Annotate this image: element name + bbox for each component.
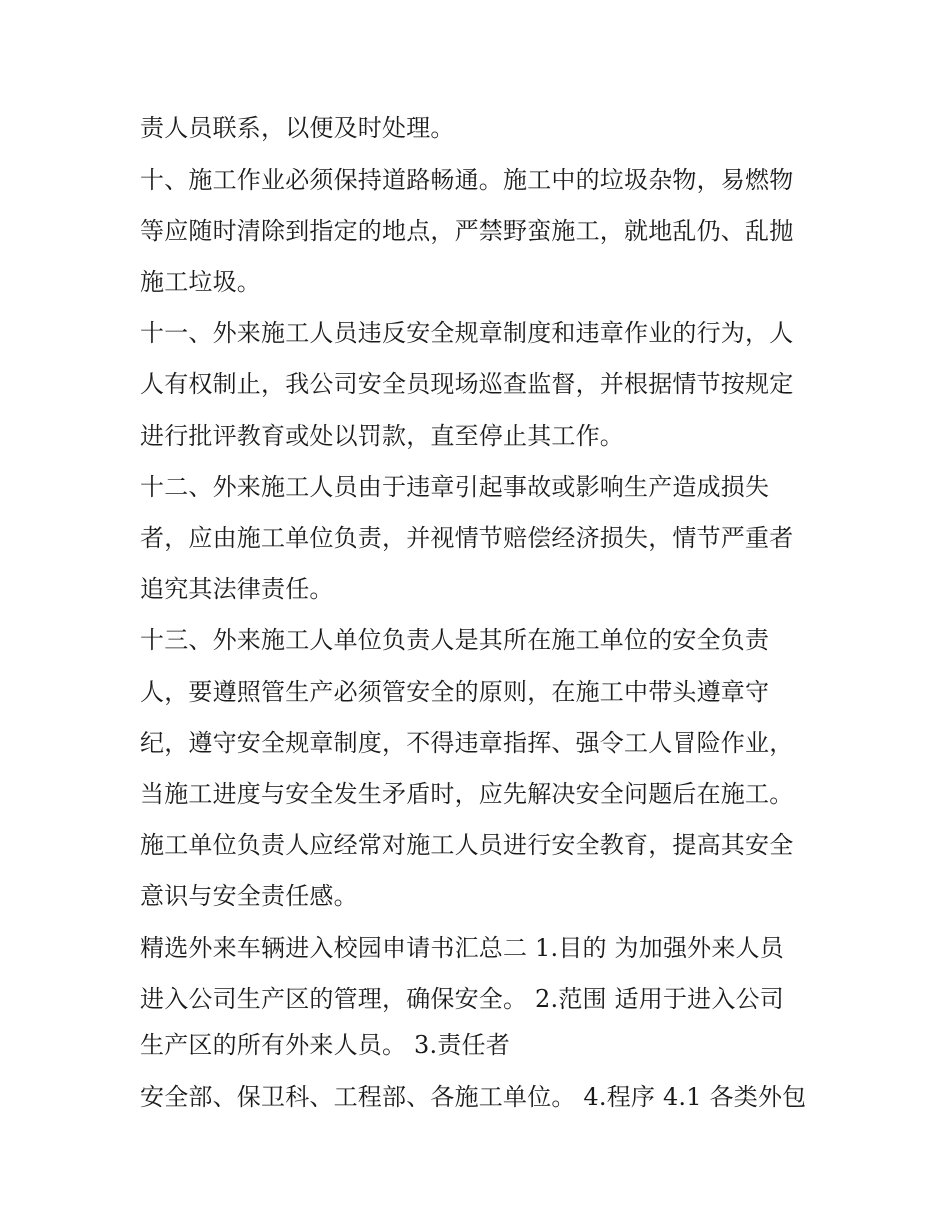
text-line: 精选外来车辆进入校园申请书汇总二 1.目的 为加强外来人员 xyxy=(140,934,784,962)
text-line: 十一、外来施工人员违反安全规章制度和违章作业的行为，人 xyxy=(140,319,794,347)
text-line: 者，应由施工单位负责，并视情节赔偿经济损失，情节严重者 xyxy=(140,524,794,552)
text-line: 纪，遵守安全规章制度，不得违章指挥、强令工人冒险作业， xyxy=(140,729,794,757)
text-line: 意识与安全责任感。 xyxy=(140,882,358,910)
text-line: 追究其法律责任。 xyxy=(140,575,334,603)
text-line: 十、施工作业必须保持道路畅通。施工中的垃圾杂物，易燃物 xyxy=(140,166,794,194)
text-line: 施工单位负责人应经常对施工人员进行安全教育，提高其安全 xyxy=(140,831,794,859)
text-line: 施工垃圾。 xyxy=(140,268,261,296)
text-line: 生产区的所有外来人员。 3.责任者 xyxy=(140,1031,510,1059)
text-line: 十三、外来施工人单位负责人是其所在施工单位的安全负责 xyxy=(140,626,770,654)
text-line: 当施工进度与安全发生矛盾时，应先解决安全问题后在施工。 xyxy=(140,780,794,808)
text-line: 责人员联系，以便及时处理。 xyxy=(140,114,455,142)
text-line: 人，要遵照管生产必须管安全的原则，在施工中带头遵章守 xyxy=(140,678,770,706)
text-line: 等应随时清除到指定的地点，严禁野蛮施工，就地乱仍、乱抛 xyxy=(140,217,794,245)
text-line: 进入公司生产区的管理，确保安全。 2.范围 适用于进入公司 xyxy=(140,985,784,1013)
text-line: 进行批评教育或处以罚款，直至停止其工作。 xyxy=(140,422,624,450)
text-line: 十二、外来施工人员由于违章引起事故或影响生产造成损失 xyxy=(140,473,770,501)
text-line: 安全部、保卫科、工程部、各施工单位。 4.程序 4.1 各类外包 xyxy=(140,1083,807,1111)
text-line: 人有权制止，我公司安全员现场巡查监督，并根据情节按规定 xyxy=(140,370,794,398)
